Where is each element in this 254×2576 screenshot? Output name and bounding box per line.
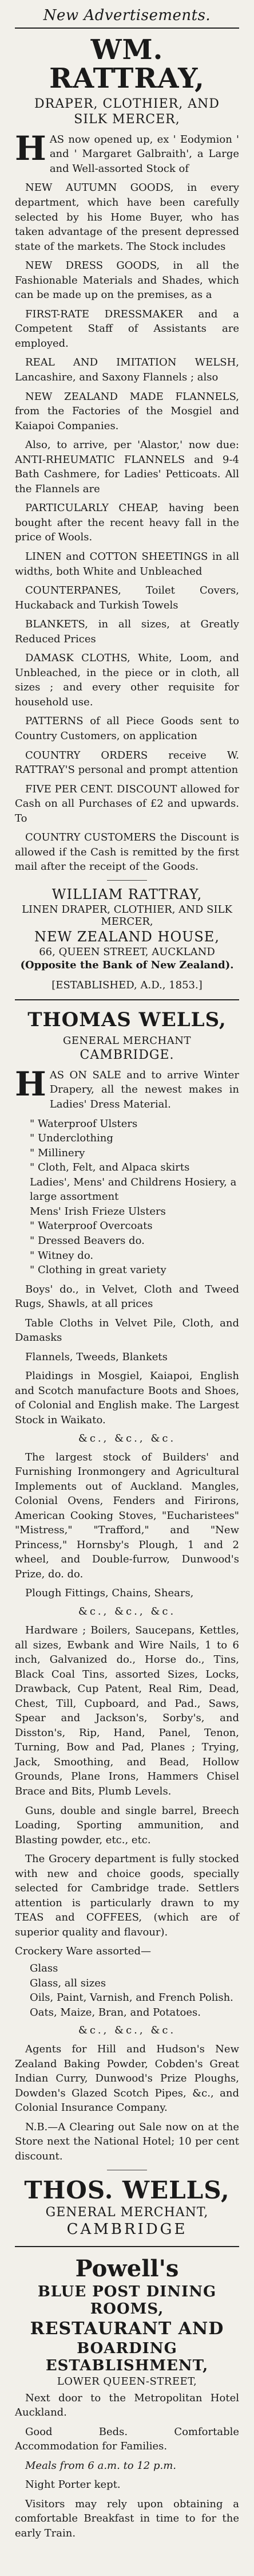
rattray-foot-trade: LINEN DRAPER, CLOTHIER, AND SILK MERCER, (22, 903, 232, 928)
list-item: Oats, Maize, Bran, and Potatoes. (30, 2006, 201, 2019)
rattray-counterpanes: COUNTERPANES, Toilet Covers, Huckaback and Turkish Towels (15, 584, 239, 611)
wells-agents: Agents for Hill and Hudson's New Zealand Baking Powder, Cobden's Great Indian Curry, Dunwood's Prize Ploughs, Dowden's Glazed Scotch Pipes, &c., and Colonial Insurance Company. (15, 2043, 239, 2114)
rattray-name: WM. RATTRAY, (49, 34, 205, 95)
wells-drapery-list (15, 1117, 239, 1278)
wells-advertisement (15, 1008, 239, 2238)
rattray-dress-goods: NEW DRESS GOODS, in all the Fashionable Materials and Shades, which can be made up on the premises, as a (15, 260, 239, 301)
rattray-foot-address: 66, QUEEN STREET, AUCKLAND (39, 945, 215, 958)
rattray-dressmaker: FIRST-RATE DRESSMAKER and a Competent Staff of Assistants are employed. (15, 308, 239, 350)
wells-hardware: Hardware ; Boilers, Saucepans, Kettles, all sizes, Ewbank and Wire Nails, 1 to 6 inch, Galvanized do., Horse do., Tins, Black Coal Tins, assorted Sizes, Locks, Drawback, Cup Patent, Real Rim, Dead, Chest, Till, Cupboard, and Pad., Saws, Spear and Jackson's, Sorby's, and Disston's, Rip, Hand, Panel, Tenon, Turning, Bow and Pad, Planes ; Trying, Jack, Smoothing, and Bead, Hollow Grounds, Plane Irons, Hammers Chisel Brace and Bits, Plumb Levels. (15, 1624, 239, 1797)
list-item: " Underclothing (30, 1132, 113, 1145)
list-item: Ladies', Mens' and Childrens Hosiery, a large assortment (30, 1176, 237, 1203)
wells-plaidings: Plaidings in Mosgiel, Kaiapoi, English and Scotch manufacture Boots and Shoes, of Colonial and English make. The Largest Stock in Waikato. (15, 1370, 239, 1426)
rattray-discount: FIVE PER CENT. DISCOUNT allowed for Cash on all Purchases of £2 and upwards. To (15, 783, 239, 824)
wells-nb: N.B.—A Clearing out Sale now on at the Store next the National Hotel; 10 per cent discount. (15, 2121, 239, 2163)
wells-foot-place: CAMBRIDGE (66, 2220, 188, 2238)
wells-etc: &c., &c., &c. (78, 1605, 176, 1617)
rattray-nz-flannels: NEW ZEALAND MADE FLANNELS, from the Factories of the Mosgiel and Kaiapoi Companies. (15, 390, 239, 432)
list-item: " Clothing in great variety (30, 1264, 166, 1277)
wells-ironmongery: The largest stock of Builders' and Furnishing Ironmongery and Agricultural Implements out of Auckland. Mangles, Colonial Ovens, Fenders and Firirons, American Cooking Stoves, "Eucharistees" "Mistress," "Trafford," and "New Princess," Hornsby's Plough, 1 and 2 wheel, and Double-furrow, Dunwood's Prize, do. do. (15, 1451, 239, 1580)
rattray-autumn-goods: NEW AUTUMN GOODS, in every department, which have been carefully selected by his Home Buyer, who has taken advantage of the present depressed state of the markets. The Stock includes (15, 182, 239, 253)
wells-table-cloths: Table Cloths in Velvet Pile, Cloth, and Damasks (15, 1317, 239, 1344)
powell-street: LOWER QUEEN-STREET, (57, 2375, 197, 2387)
powell-visitors: Visitors may rely upon obtaining a comfortable Breakfast in time to for the early Train. (15, 2498, 239, 2539)
rattray-damask: DAMASK CLOTHS, White, Loom, and Unbleached, in the piece or in cloth, all sizes ; and every other requisite for household use. (15, 652, 239, 708)
powell-hours: Meals from 6 a.m. to 12 p.m. (25, 2459, 177, 2472)
wells-flannels: Flannels, Tweeds, Blankets (25, 1350, 168, 1363)
wells-name: THOMAS WELLS, (27, 1008, 227, 1031)
rattray-country-customers: COUNTRY CUSTOMERS the Discount is allowed if the Cash is remitted by the first mail after the receipt of the Goods. (15, 831, 239, 873)
wells-foot-name: THOS. WELLS, (24, 2176, 230, 2204)
wells-crockery-list (15, 1961, 239, 2020)
list-item: " Millinery (30, 1146, 85, 1159)
list-item: " Waterproof Overcoats (30, 1220, 153, 1232)
wells-plough: Plough Fittings, Chains, Shears, (25, 1587, 194, 1600)
wells-title: GENERAL MERCHANT (63, 1034, 191, 1047)
powell-advertisement (15, 2255, 239, 2541)
wells-dropcap: H (15, 1064, 46, 1104)
powell-line3: BOARDING ESTABLISHMENT, (45, 2339, 209, 2374)
wells-intro (15, 1064, 239, 1112)
powell-line2: RESTAURANT AND (30, 2318, 224, 2339)
rattray-established: [ESTABLISHED, A.D., 1853.] (51, 979, 203, 991)
powell-next-door: Next door to the Metropolitan Hotel Auckland. (15, 2392, 239, 2419)
rattray-dropcap: H (15, 128, 46, 168)
list-item: Oils, Paint, Varnish, and French Polish. (30, 1992, 233, 2004)
wells-foot-title: GENERAL MERCHANT, (45, 2205, 209, 2220)
wells-boys: Boys' do., in Velvet, Cloth and Tweed Rugs, Shawls, at all prices (15, 1283, 239, 1310)
rattray-welsh-flannels: REAL AND IMITATION WELSH, Lancashire, and Saxony Flannels ; also (15, 356, 239, 383)
rattray-blankets: BLANKETS, in all sizes, at Greatly Reduced Prices (15, 618, 239, 645)
rattray-trade-line1: DRAPER, CLOTHIER, AND (34, 96, 220, 111)
divider (107, 880, 147, 881)
rattray-foot-opposite: (Opposite the Bank of New Zealand). (20, 959, 234, 971)
list-item: " Witney do. (30, 1249, 94, 1262)
rattray-foot-name: WILLIAM RATTRAY, (51, 886, 203, 902)
rattray-intro (15, 128, 239, 176)
powell-name: Powell's (75, 2255, 179, 2282)
wells-place: CAMBRIDGE. (80, 1047, 174, 1062)
section-divider (15, 2246, 239, 2247)
list-item: Glass (30, 1962, 58, 1975)
wells-guns: Guns, double and single barrel, Breech Loading, Sporting ammunition, and Blasting powder, etc., etc. (15, 1804, 239, 1846)
rattray-cheap: PARTICULARLY CHEAP, having been bought after the recent heavy fall in the price of Wools. (15, 502, 239, 544)
section-divider (15, 999, 239, 1000)
rattray-trade-line2: SILK MERCER, (74, 112, 180, 127)
rattray-alastor: Also, to arrive, per 'Alastor,' now due: ANTI-RHEUMATIC FLANNELS and 9-4 Bath Cashmere, for Ladies' Petticoats. All the Flannels are (15, 439, 239, 495)
list-item: " Dressed Beavers do. (30, 1234, 145, 1247)
list-item: Mens' Irish Frieze Ulsters (30, 1205, 166, 1218)
list-item: " Cloth, Felt, and Alpaca skirts (30, 1161, 190, 1174)
wells-etc: &c., &c., &c. (78, 1432, 176, 1444)
powell-line1: BLUE POST DINING ROOMS, (37, 2283, 217, 2318)
powell-beds: Good Beds. Comfortable Accommodation for Families. (15, 2425, 239, 2453)
list-item: Glass, all sizes (30, 1977, 106, 1989)
column-heading: New Advertisements. (15, 7, 239, 29)
rattray-advertisement (15, 36, 239, 991)
rattray-patterns: PATTERNS of all Piece Goods sent to Country Customers, on application (15, 715, 239, 743)
wells-intro-text: AS ON SALE and to arrive Winter Drapery, all the newest makes in Ladies' Dress Material. (49, 1069, 239, 1111)
powell-night-porter: Night Porter kept. (25, 2479, 121, 2491)
wells-etc: &c., &c., &c. (78, 2024, 176, 2037)
rattray-sheetings: LINEN and COTTON SHEETINGS in all widths, both White and Unbleached (15, 551, 239, 578)
rattray-country-orders: COUNTRY ORDERS receive W. RATTRAY'S personal and prompt attention (15, 749, 239, 776)
rattray-foot-house: NEW ZEALAND HOUSE, (34, 928, 220, 945)
list-item: " Waterproof Ulsters (30, 1117, 138, 1130)
rattray-intro-text: AS now opened up, ex ' Eodymion ' and ' Margaret Galbraith', a Large and Well-assorted Stock of (49, 133, 239, 175)
wells-grocery: The Grocery department is fully stocked with new and choice goods, specially selected for Cambridge trade. Settlers attention is particularly drawn to my TEAS and COFFEES, (which are of superior quality and flavour). (15, 1853, 239, 1938)
wells-crockery-head: Crockery Ware assorted— (15, 1945, 152, 1958)
